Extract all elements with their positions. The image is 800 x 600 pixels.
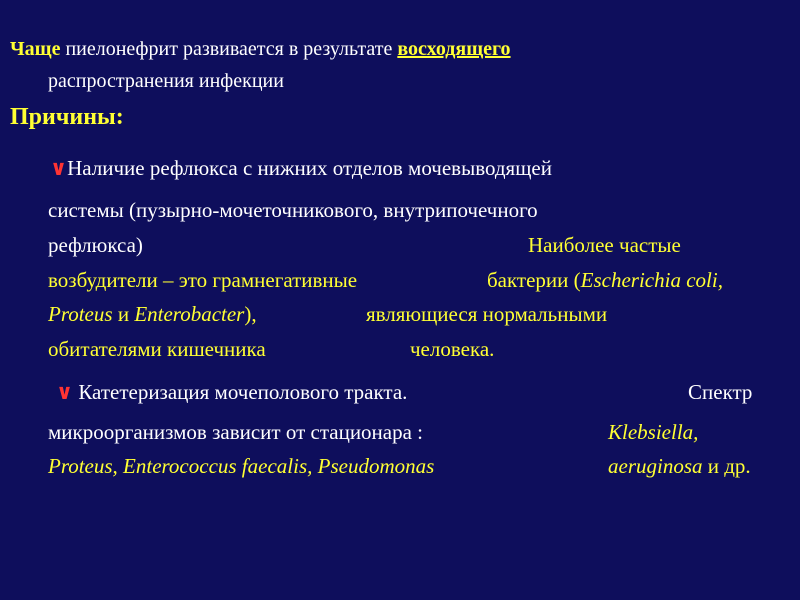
intro-line-2: распространения инфекции (48, 70, 284, 92)
reflux-line-3b: Наиболее частые (528, 233, 681, 257)
catheter-line-2b: Klebsiella, (608, 420, 699, 444)
intro-emphasis-often: Чаще (10, 38, 61, 60)
reflux-line-1: ∨Наличие рефлюкса с нижних отделов мочевыводящей (50, 156, 552, 180)
catheter-line-1a: ∨ Катетеризация мочеполового тракта. (56, 380, 408, 404)
intro-line-1 (10, 38, 511, 61)
catheter-line-3a: Proteus, Enterococcus faecalis, Pseudomonas (48, 454, 435, 478)
reflux-line-2: системы (пузырно-мочеточникового, внутрипочечного (48, 198, 538, 222)
reflux-line-6b: человека. (410, 337, 495, 361)
reflux-line-3a: рефлюкса) (48, 233, 143, 257)
intro-emphasis-ascending: восходящего (397, 38, 511, 60)
bullet-check-icon: ∨ (50, 156, 68, 180)
causes-heading: Причины: (10, 104, 124, 130)
catheter-line-3b: aeruginosa и др. (608, 454, 751, 478)
reflux-line-4b: бактерии (Escherichia coli, (487, 268, 723, 292)
catheter-line-2a: микроорганизмов зависит от стационара : (48, 420, 424, 444)
intro-text: пиелонефрит развивается в результате (60, 38, 398, 60)
catheter-line-1b: Спектр (688, 380, 753, 404)
reflux-line-5e: являющиеся нормальными (366, 302, 608, 326)
reflux-line-5a: Proteus и Enterobacter), (48, 302, 257, 326)
bullet-check-icon: ∨ (56, 380, 74, 404)
reflux-line-6a: обитателями кишечника (48, 337, 266, 361)
reflux-line-4a: возбудители – это грамнегативные (48, 268, 358, 292)
